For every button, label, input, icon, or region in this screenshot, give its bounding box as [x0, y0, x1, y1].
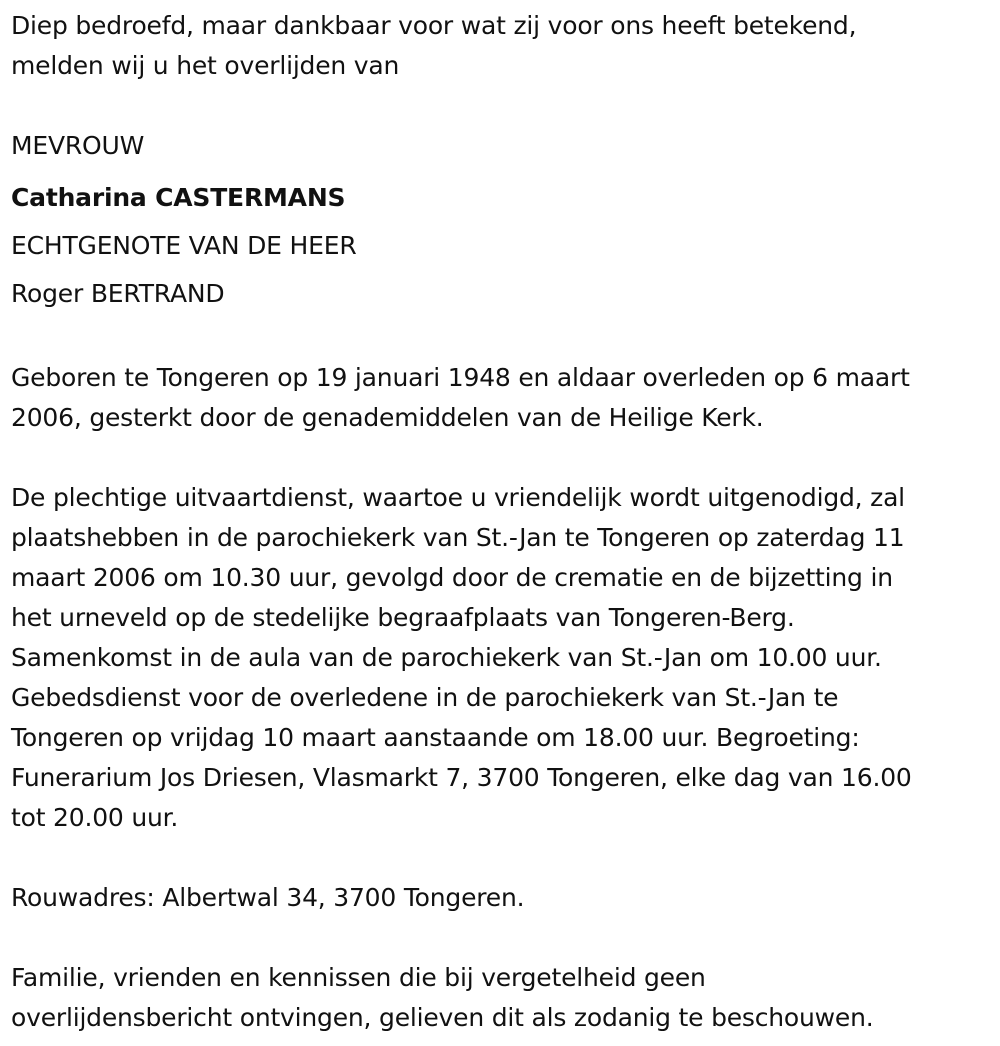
- birth-death-line: 2006, gesterkt door de genademiddelen van de Heilige Kerk.: [11, 403, 764, 432]
- ceremony-line: Tongeren op vrijdag 10 maart aanstaande om 18.00 uur. Begroeting:: [11, 723, 860, 752]
- intro-line: Diep bedroefd, maar dankbaar voor wat zij voor ons heeft betekend,: [11, 11, 857, 40]
- closing-line: Familie, vrienden en kennissen die bij vergetelheid geen: [11, 963, 706, 992]
- intro-paragraph: [11, 6, 991, 86]
- ceremony-line: tot 20.00 uur.: [11, 803, 179, 832]
- ceremony-line: plaatshebben in de parochiekerk van St.-Jan te Tongeren op zaterdag 11: [11, 523, 905, 552]
- deceased-name: Catharina CASTERMANS: [11, 183, 346, 212]
- death-notice: [11, 6, 991, 1038]
- mourning-address: Rouwadres: Albertwal 34, 3700 Tongeren.: [11, 883, 525, 912]
- deceased-block: [11, 126, 991, 318]
- intro-line: melden wij u het overlijden van: [11, 51, 400, 80]
- birth-death-line: Geboren te Tongeren op 19 januari 1948 en aldaar overleden op 6 maart: [11, 363, 910, 392]
- ceremony-paragraph: [11, 478, 991, 838]
- deceased-title: MEVROUW: [11, 131, 145, 160]
- ceremony-line: het urneveld op de stedelijke begraafplaats van Tongeren-Berg.: [11, 603, 795, 632]
- ceremony-line: De plechtige uitvaartdienst, waartoe u vriendelijk wordt uitgenodigd, zal: [11, 483, 905, 512]
- ceremony-line: Samenkomst in de aula van de parochiekerk van St.-Jan om 10.00 uur.: [11, 643, 882, 672]
- ceremony-line: Funerarium Jos Driesen, Vlasmarkt 7, 3700 Tongeren, elke dag van 16.00: [11, 763, 912, 792]
- spouse-name: Roger BERTRAND: [11, 279, 225, 308]
- mourning-address-paragraph: [11, 878, 991, 918]
- closing-line: overlijdensbericht ontvingen, gelieven dit als zodanig te beschouwen.: [11, 1003, 874, 1032]
- ceremony-line: Gebedsdienst voor de overledene in de parochiekerk van St.-Jan te: [11, 683, 839, 712]
- ceremony-line: maart 2006 om 10.30 uur, gevolgd door de crematie en de bijzetting in: [11, 563, 893, 592]
- relation-label: ECHTGENOTE VAN DE HEER: [11, 231, 357, 260]
- birth-death-paragraph: [11, 358, 991, 438]
- closing-paragraph: [11, 958, 991, 1038]
